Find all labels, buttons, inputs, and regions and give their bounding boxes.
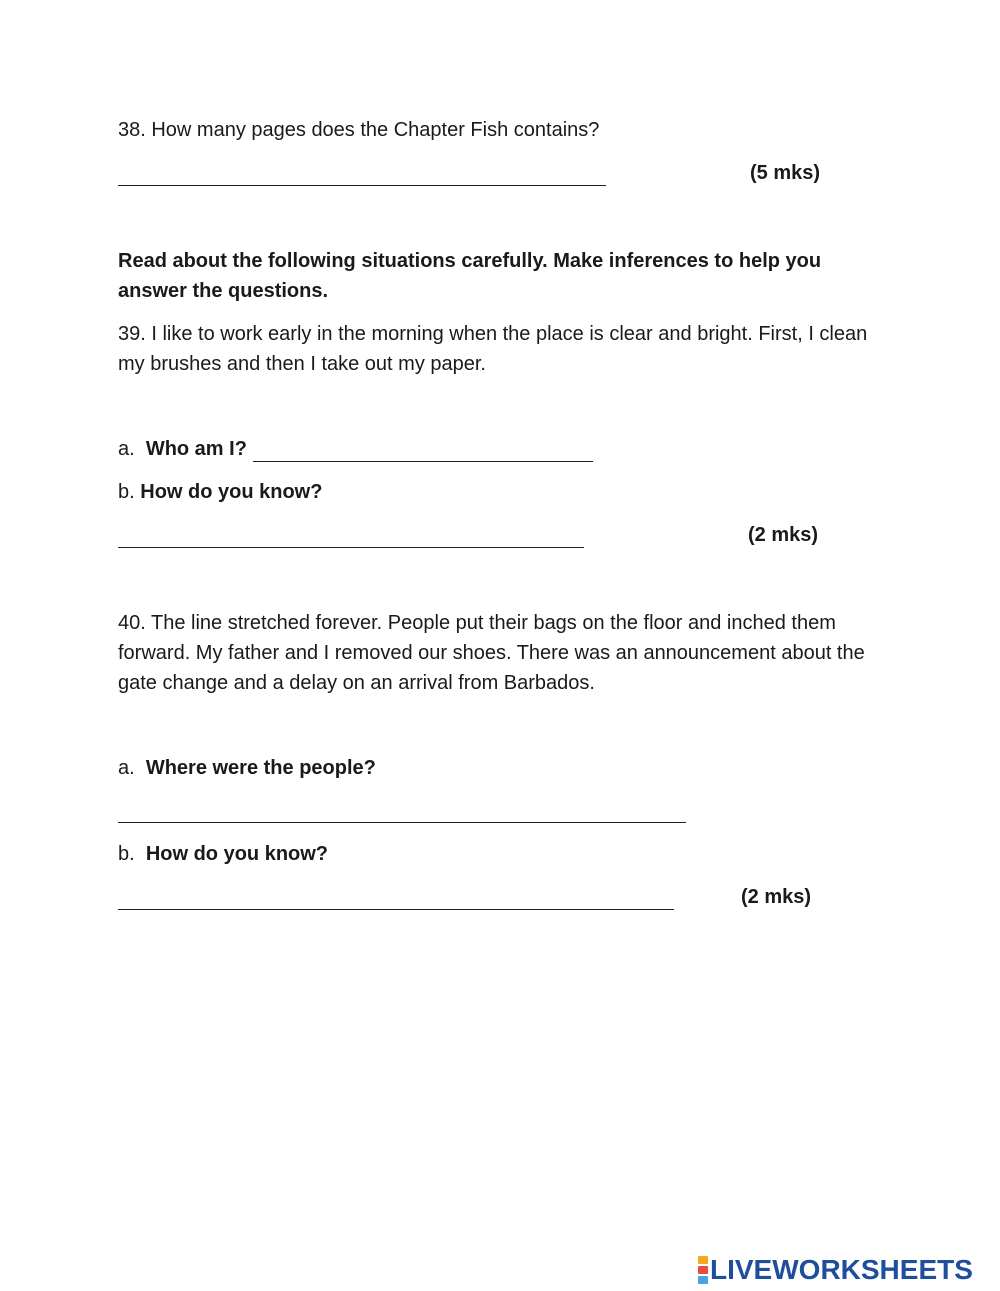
marks-39: (2 mks) (748, 524, 819, 546)
question-39a-prefix: a. (118, 438, 135, 460)
question-38: 38. How many pages does the Chapter Fish contains? (118, 119, 600, 141)
answer-line-39a[interactable] (253, 461, 593, 462)
question-40b-text: How do you know? (145, 843, 329, 865)
question-40b (118, 843, 328, 866)
answer-line-40b[interactable] (118, 909, 674, 910)
question-40a (118, 757, 376, 780)
question-39a (118, 438, 247, 461)
question-39a-text: Who am I? (145, 438, 247, 460)
answer-line-40a[interactable] (118, 822, 686, 823)
answer-line-39b[interactable] (118, 547, 584, 548)
question-40-passage: 40. The line stretched forever. People put their bags on the floor and inched them forward. My father and I removed our shoes. There was an announcement about the gate change and a delay on an arrival from Barbados. (118, 612, 865, 694)
liveworksheets-logo (698, 1255, 973, 1285)
question-40a-prefix: a. (118, 757, 135, 779)
question-39b-text: How do you know? (140, 481, 323, 503)
answer-line-38[interactable] (118, 185, 606, 186)
instructions: Read about the following situations carefully. Make inferences to help you answer the questions. (118, 250, 822, 302)
marks-40: (2 mks) (741, 886, 812, 908)
logo-blocks-icon (698, 1256, 706, 1284)
question-39b (118, 481, 322, 504)
logo-text: LIVEWORKSHEETS (710, 1254, 973, 1285)
question-40a-text: Where were the people? (145, 757, 376, 779)
question-39-passage: 39. I like to work early in the morning when the place is clear and bright. First, I clean my brushes and then I take out my paper. (118, 323, 868, 375)
question-40b-prefix: b. (118, 843, 135, 865)
marks-38: (5 mks) (750, 162, 821, 184)
question-39b-prefix: b. (118, 481, 135, 503)
